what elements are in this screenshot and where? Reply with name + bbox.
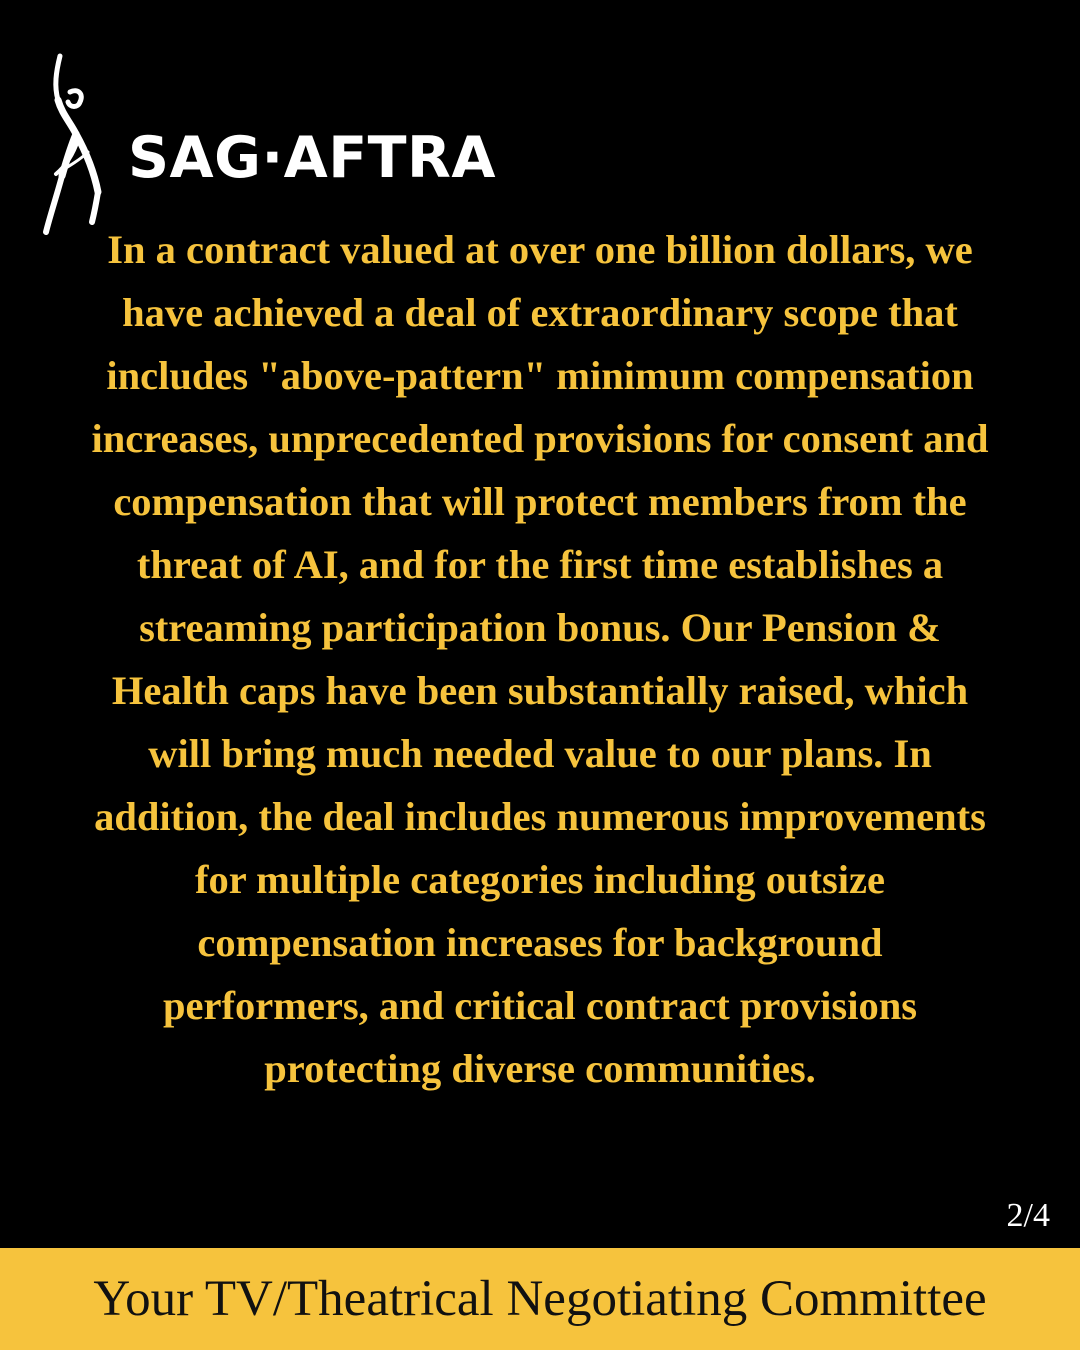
- footer-signature: Your TV/Theatrical Negotiating Committee: [93, 1270, 987, 1327]
- page-indicator: 2/4: [1006, 1197, 1050, 1234]
- footer-bar: [0, 1248, 1080, 1350]
- sag-aftra-wordmark: SAG·AFTRA: [128, 125, 497, 191]
- sag-aftra-logo: [40, 52, 520, 237]
- statement-text: In a contract valued at over one billion dollars, we have achieved a deal of extraordinary scope that includes "above-pattern" minimum compensation increases, unprecedented provisions for consent and compensation that will protect members from the threat of AI, and for the first time establishes a streaming participation bonus. Our Pension & Health caps have been substantially raised, which will bring much needed value to our plans. In addition, the deal includes numerous improvements for multiple categories including outsize compensation increases for background performers, and critical contract provisions protecting diverse communities.: [91, 227, 989, 1091]
- sag-aftra-figure-icon: [40, 52, 120, 237]
